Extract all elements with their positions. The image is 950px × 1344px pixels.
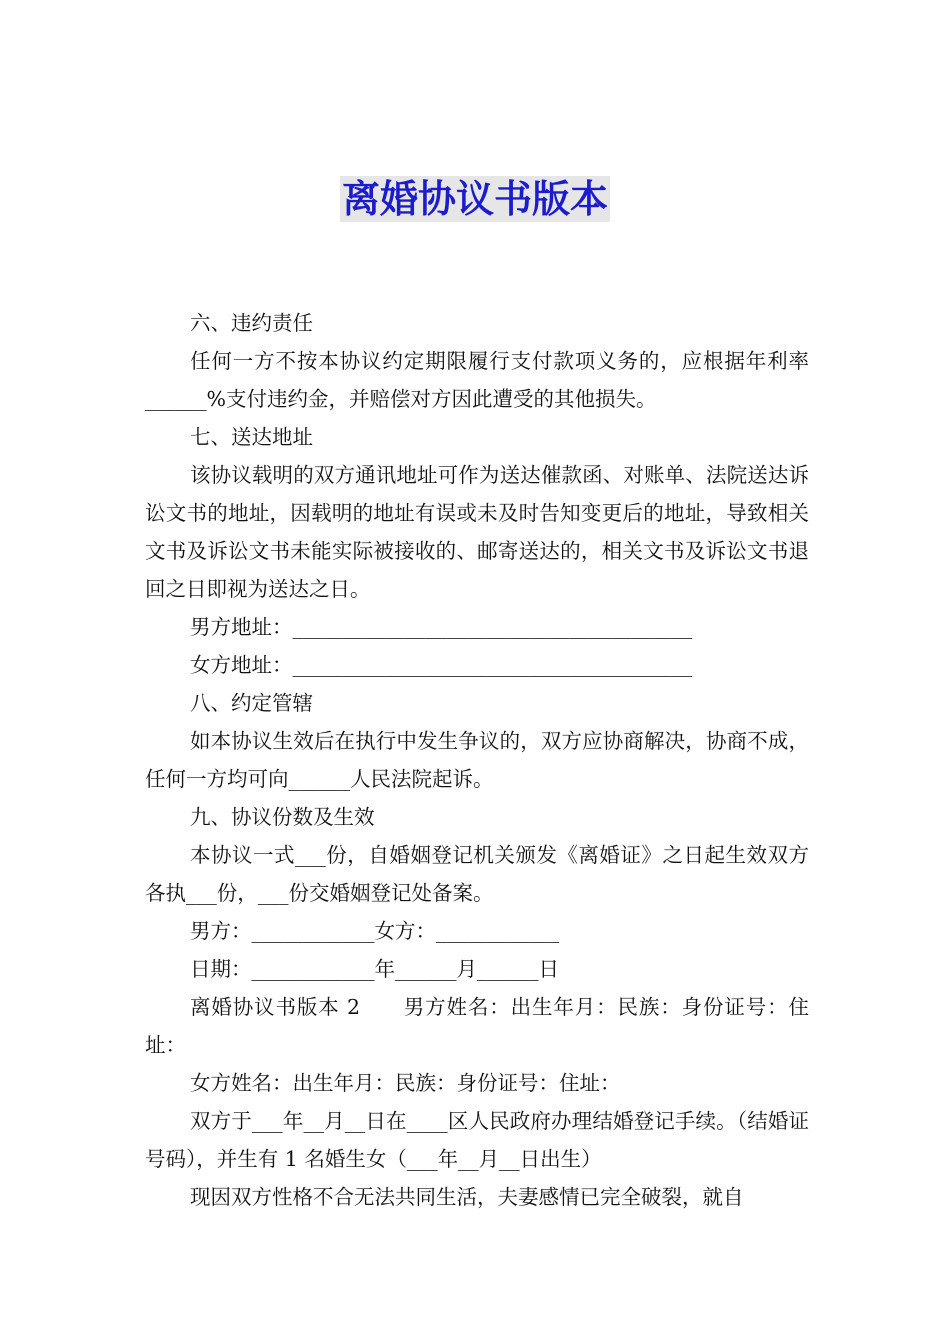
document-body bbox=[145, 304, 809, 1216]
paragraph-marriage-registration: 双方于___年__月__日在____区人民政府办理结婚登记手续。（结婚证号码），并生有 1 名婚生女（___年__月__日出生） bbox=[145, 1109, 809, 1171]
section-heading-breach: 六、违约责任 bbox=[190, 311, 313, 335]
date-line: 日期：____________年______月______日 bbox=[190, 957, 559, 981]
paragraph-copies: 本协议一式___份，自婚姻登记机关颁发《离婚证》之日起生效双方各执___份，___份交婚姻登记处备案。 bbox=[145, 843, 809, 905]
paragraph-divorce-reason: 现因双方性格不合无法共同生活，夫妻感情已完全破裂，就自 bbox=[190, 1185, 744, 1209]
version2-female-info: 女方姓名：出生年月：民族：身份证号：住址： bbox=[190, 1071, 621, 1095]
male-address-line: 男方地址：_______________________________________ bbox=[190, 615, 693, 639]
paragraph-jurisdiction: 如本协议生效后在执行中发生争议的，双方应协商解决，协商不成，任何一方均可向______人民法院起诉。 bbox=[145, 729, 809, 791]
signature-line: 男方：____________女方：____________ bbox=[190, 919, 559, 943]
female-address-line: 女方地址：_______________________________________ bbox=[190, 653, 693, 677]
title-container bbox=[0, 176, 950, 222]
section-heading-jurisdiction: 八、约定管辖 bbox=[190, 691, 313, 715]
section-heading-address: 七、送达地址 bbox=[190, 425, 313, 449]
section-heading-copies: 九、协议份数及生效 bbox=[190, 805, 375, 829]
paragraph-breach: 任何一方不按本协议约定期限履行支付款项义务的，应根据年利率______%支付违约金，并赔偿对方因此遭受的其他损失。 bbox=[145, 349, 809, 411]
version2-male-info: 离婚协议书版本 2 男方姓名：出生年月：民族：身份证号：住址： bbox=[145, 995, 809, 1057]
document-title: 离婚协议书版本 bbox=[341, 177, 608, 221]
paragraph-address: 该协议载明的双方通讯地址可作为送达催款函、对账单、法院送达诉讼文书的地址，因载明的地址有误或未及时告知变更后的地址，导致相关文书及诉讼文书未能实际被接收的、邮寄送达的，相关文书及诉讼文书退回之日即视为送达之日。 bbox=[145, 463, 809, 601]
